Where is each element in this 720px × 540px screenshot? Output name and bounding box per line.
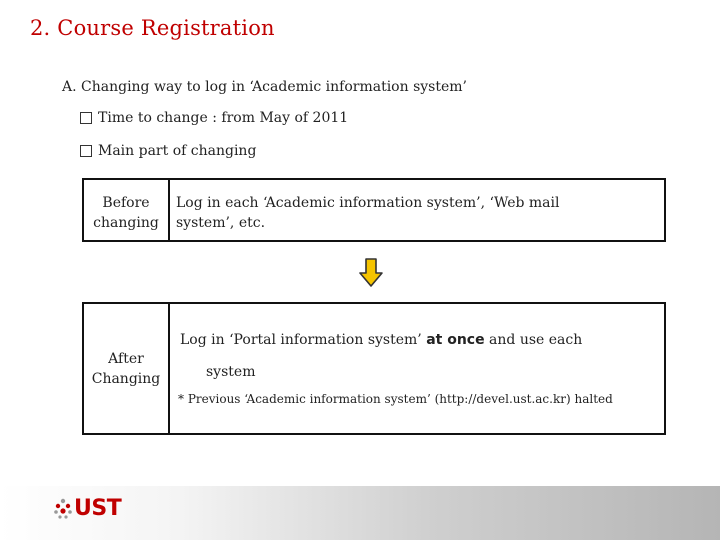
bullet-main-part [80, 143, 256, 159]
before-changing-table [82, 178, 666, 242]
before-line2: system’, etc. [176, 215, 266, 231]
after-note: * Previous ‘Academic information system’ (http://devel.ust.ac.kr) halted [178, 392, 613, 406]
after-line1-text: Log in ‘Portal information system’ [180, 332, 427, 348]
after-line1 [180, 330, 664, 350]
after-content-cell [169, 303, 665, 434]
before-label-line2: changing [93, 215, 159, 231]
ust-logo-mark-icon [54, 498, 72, 520]
after-label-line1: After [108, 350, 144, 367]
after-label-cell [83, 303, 169, 434]
bullet-time-to-change [80, 110, 348, 126]
ust-logo-text: UST [74, 496, 122, 521]
slide-title: 2. Course Registration [30, 16, 275, 40]
square-bullet-icon [80, 112, 92, 124]
square-bullet-icon [80, 145, 92, 157]
after-changing-table [82, 302, 666, 435]
down-arrow-icon [358, 258, 384, 288]
ust-logo [54, 498, 121, 520]
after-label-line2: Changing [91, 370, 161, 387]
after-line1-bold: at once [426, 332, 485, 348]
section-heading: A. Changing way to log in ‘Academic information system’ [62, 79, 467, 95]
bullet-text: Time to change : from May of 2011 [98, 110, 349, 126]
before-label-cell [83, 179, 169, 241]
before-label-line1: Before [102, 195, 150, 211]
after-line2: system [206, 364, 256, 380]
before-content-cell [169, 179, 665, 241]
after-line1-tail: and use each [484, 332, 583, 348]
before-line1: Log in each ‘Academic information system’, ‘Web mail [176, 195, 560, 211]
bullet-text: Main part of changing [98, 143, 257, 159]
